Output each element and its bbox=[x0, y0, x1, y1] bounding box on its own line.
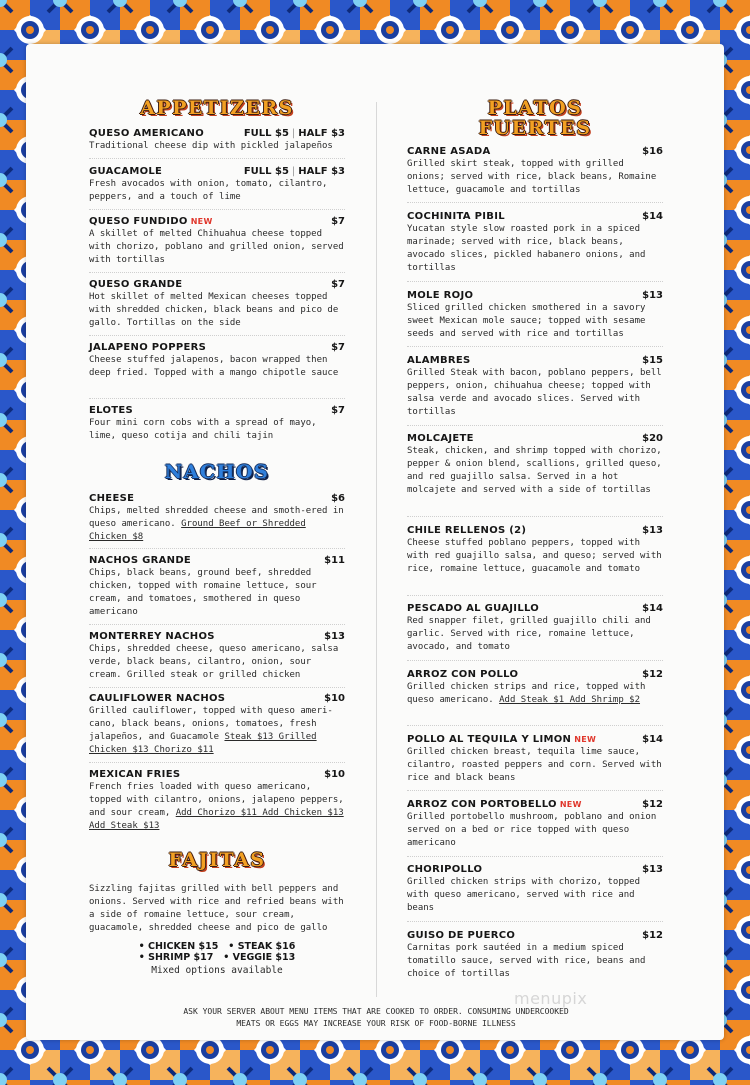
addon-text: Steak $13 Grilled Chicken $13 Chorizo $11 bbox=[89, 732, 317, 755]
menu-item bbox=[89, 216, 345, 267]
item-price: $13 bbox=[324, 631, 345, 642]
item-name: MONTERREY NACHOS bbox=[89, 631, 215, 642]
fajitas-description: Sizzling fajitas grilled with bell peppers and onions. Served with rice and refried beans with a side of romaine lettuce, sour cream, guacamole, shredded cheese and pico de gallo bbox=[89, 884, 344, 933]
fajitas-options bbox=[89, 941, 345, 977]
dotted-separator bbox=[89, 762, 345, 763]
fajitas-heading bbox=[89, 850, 345, 870]
item-description: Grilled Steak with bacon, poblano peppers, bell peppers, onion, chihuahua cheese; topped with salsa verde and avocado slices. Served with tortillas bbox=[407, 368, 662, 417]
item-description: Sliced grilled chicken smothered in a savory sweet Mexican mole sauce; topped with sesame seeds and served with rice and tortillas bbox=[407, 303, 646, 339]
item-price: $20 bbox=[642, 433, 663, 444]
menu-item bbox=[89, 342, 345, 380]
full-price: FULL $5 bbox=[243, 128, 289, 139]
menu-item bbox=[407, 864, 663, 915]
item-price: $14 bbox=[642, 211, 663, 222]
item-name: MEXICAN FRIES bbox=[89, 769, 181, 780]
column-divider bbox=[376, 102, 377, 997]
item-description: Carnitas pork sautéed in a medium spiced tomatillo sauce, served with rice, beans and choice of tortillas bbox=[407, 943, 646, 979]
item-description: Red snapper filet, grilled guajillo chili and garlic. Served with rice, romaine lettuce, avocado, and tomato bbox=[407, 616, 651, 652]
dotted-separator bbox=[89, 548, 345, 549]
item-name: QUESO GRANDE bbox=[89, 279, 183, 290]
item-name bbox=[89, 216, 213, 227]
appetizers-heading bbox=[89, 98, 345, 118]
item-price: $6 bbox=[331, 493, 345, 504]
item-description: Grilled skirt steak, topped with grilled onions; served with rice, black beans, Romaine lettuce, guacamole and tortillas bbox=[407, 159, 657, 195]
menu-item bbox=[407, 290, 663, 341]
item-price: $15 bbox=[642, 355, 663, 366]
menu-item bbox=[89, 405, 345, 443]
item-name: JALAPENO POPPERS bbox=[89, 342, 207, 353]
nachos-heading bbox=[89, 462, 345, 482]
item-price: $14 bbox=[642, 603, 663, 614]
menu-item bbox=[407, 930, 663, 981]
item-name: MOLCAJETE bbox=[407, 433, 474, 444]
dotted-separator bbox=[89, 687, 345, 688]
platos-title-line-1: PLATOS bbox=[487, 97, 583, 119]
platos-title-line-2: FUERTES bbox=[478, 117, 592, 139]
item-name-text: QUESO FUNDIDO bbox=[89, 216, 188, 227]
addon-text: Ground Beef or Shredded Chicken $8 bbox=[89, 519, 306, 542]
item-price: $10 bbox=[324, 769, 345, 780]
menu-item bbox=[89, 631, 345, 682]
item-description: Steak, chicken, and shrimp topped with chorizo, pepper & onion blend, scallions, grilled queso, and red guajillo salsa. Served in a hot molcajete and served with a side of tortillas bbox=[407, 446, 662, 495]
dotted-separator bbox=[407, 725, 663, 726]
item-description: Traditional cheese dip with pickled jalapeños bbox=[89, 141, 333, 151]
description-text: Grilled cauliflower, topped with queso ameri-cano, black beans, onions, tomatoes, fresh jalapeños, and Guacamole bbox=[89, 706, 333, 742]
menu-item bbox=[407, 146, 663, 197]
fajitas-options-line-2: • SHRIMP $17 • VEGGIE $13 bbox=[138, 952, 296, 963]
menupix-watermark: menupix bbox=[514, 989, 588, 1008]
item-name: ALAMBRES bbox=[407, 355, 471, 366]
item-name: CHILE RELLENOS (2) bbox=[407, 525, 527, 536]
item-name: NACHOS GRANDE bbox=[89, 555, 192, 566]
fajitas-block bbox=[89, 882, 345, 977]
item-name: CAULIFLOWER NACHOS bbox=[89, 693, 226, 704]
dotted-separator bbox=[89, 335, 345, 336]
item-price: $13 bbox=[642, 290, 663, 301]
item-description: Yucatan style slow roasted pork in a spiced marinade; served with rice, black beans, avocado slices, pickled habanero onions, and tortillas bbox=[407, 224, 646, 273]
item-name: CHORIPOLLO bbox=[407, 864, 483, 875]
item-price: $7 bbox=[331, 405, 345, 416]
item-price: $12 bbox=[642, 930, 663, 941]
item-price: $7 bbox=[331, 279, 345, 290]
item-name bbox=[407, 734, 596, 745]
menu-item bbox=[407, 603, 663, 654]
item-description: Hot skillet of melted Mexican cheeses topped with shredded chicken, black beans and pico de gallo. Tortillas on the side bbox=[89, 292, 339, 328]
new-badge: NEW bbox=[190, 217, 213, 226]
dotted-separator bbox=[89, 158, 345, 159]
item-description: Grilled portobello mushroom, poblano and onion served on a bed or rice topped with queso americano bbox=[407, 812, 657, 848]
item-name: ARROZ CON POLLO bbox=[407, 669, 519, 680]
half-price: HALF $3 bbox=[298, 128, 345, 139]
fajitas-mixed-note: Mixed options available bbox=[151, 965, 283, 976]
description-text: Grilled chicken strips and rice, topped with queso americano. bbox=[407, 682, 646, 705]
dotted-separator bbox=[407, 425, 663, 426]
addon-text: Add Steak $1 Add Shrimp $2 bbox=[499, 695, 641, 705]
nachos-title: NACHOS bbox=[164, 461, 270, 483]
item-name: PESCADO AL GUAJILLO bbox=[407, 603, 540, 614]
item-price: $13 bbox=[642, 525, 663, 536]
platos-fuertes-heading bbox=[407, 98, 663, 138]
item-price: $14 bbox=[642, 734, 663, 745]
item-description bbox=[407, 681, 663, 707]
price-separator: | bbox=[291, 128, 296, 139]
item-name: ELOTES bbox=[89, 405, 134, 416]
menu-item bbox=[407, 433, 663, 497]
menu-item bbox=[407, 799, 663, 850]
price-separator: | bbox=[291, 166, 296, 177]
menu-item bbox=[407, 525, 663, 576]
item-price: $11 bbox=[324, 555, 345, 566]
item-description: Grilled chicken breast, tequila lime sauce, cilantro, roasted peppers and corn. Served with rice and black beans bbox=[407, 747, 662, 783]
dotted-separator bbox=[89, 272, 345, 273]
disclaimer-line-2: MEATS OR EGGS MAY INCREASE YOUR RISK OF FOOD-BORNE ILLNESS bbox=[236, 1019, 516, 1028]
menu-item bbox=[407, 734, 663, 785]
new-badge: NEW bbox=[574, 735, 597, 744]
item-name bbox=[407, 799, 582, 810]
item-description bbox=[89, 505, 345, 544]
menu-item bbox=[89, 555, 345, 619]
item-description: Cheese stuffed poblano peppers, topped with with red guajillo salsa, and queso; served with rice, romaine lettuce, guacamole and tomato bbox=[407, 538, 662, 574]
item-name-text: ARROZ CON PORTOBELLO bbox=[407, 799, 557, 810]
item-price: $13 bbox=[642, 864, 663, 875]
dotted-separator bbox=[89, 624, 345, 625]
disclaimer-line-1: ASK YOUR SERVER ABOUT MENU ITEMS THAT ARE COOKED TO ORDER. CONSUMING UNDERCOOKED bbox=[183, 1007, 569, 1016]
menu-item bbox=[407, 669, 663, 707]
item-price: $7 bbox=[331, 216, 345, 227]
full-price: FULL $5 bbox=[243, 166, 289, 177]
dotted-separator bbox=[407, 346, 663, 347]
dotted-separator bbox=[407, 921, 663, 922]
addon-text: Add Chorizo $11 Add Chicken $13 Add Steak $13 bbox=[89, 808, 344, 831]
item-description: Cheese stuffed jalapenos, bacon wrapped then deep fried. Topped with a mango chipotle sauce bbox=[89, 355, 339, 378]
item-price bbox=[244, 128, 345, 139]
item-name: CARNE ASADA bbox=[407, 146, 491, 157]
fajitas-options-line-1: • CHICKEN $15 • STEAK $16 bbox=[138, 941, 296, 952]
item-description: A skillet of melted Chihuahua cheese topped with chorizo, poblano and grilled onion, served with tortillas bbox=[89, 229, 344, 265]
item-description: Grilled chicken strips with chorizo, topped with queso americano, served with rice and beans bbox=[407, 877, 640, 913]
menu-item bbox=[407, 211, 663, 275]
dotted-separator bbox=[407, 281, 663, 282]
half-price: HALF $3 bbox=[298, 166, 345, 177]
dotted-separator bbox=[407, 790, 663, 791]
menu-item bbox=[89, 279, 345, 330]
menu-item bbox=[89, 769, 345, 833]
item-name: CHEESE bbox=[89, 493, 135, 504]
menu-item bbox=[89, 693, 345, 757]
dotted-separator bbox=[89, 398, 345, 399]
item-description: Fresh avocados with onion, tomato, cilantro, peppers, and a touch of lime bbox=[89, 179, 328, 202]
item-description: Four mini corn cobs with a spread of mayo, lime, queso cotija and chili tajin bbox=[89, 418, 317, 441]
menu-item bbox=[89, 166, 345, 204]
item-name-text: POLLO AL TEQUILA Y LIMON bbox=[407, 734, 572, 745]
item-name: MOLE ROJO bbox=[407, 290, 474, 301]
menu-item bbox=[407, 355, 663, 419]
menu-item bbox=[89, 128, 345, 153]
dotted-separator bbox=[407, 595, 663, 596]
item-price: $10 bbox=[324, 693, 345, 704]
appetizers-title: APPETIZERS bbox=[140, 97, 294, 119]
item-name: GUACAMOLE bbox=[89, 166, 163, 177]
new-badge: NEW bbox=[559, 800, 582, 809]
menu-item bbox=[89, 493, 345, 544]
fajitas-title: FAJITAS bbox=[168, 849, 266, 871]
food-safety-disclaimer bbox=[146, 1006, 606, 1030]
item-price bbox=[244, 166, 345, 177]
description-text: Chips, melted shredded cheese and smoth-ered in queso americano. bbox=[89, 506, 344, 529]
item-description bbox=[89, 781, 345, 833]
menu-page bbox=[26, 44, 724, 1040]
item-name: QUESO AMERICANO bbox=[89, 128, 205, 139]
item-price: $12 bbox=[642, 669, 663, 680]
description-text: French fries loaded with queso americano, topped with cilantro, onions, jalapeno peppers, and sour cream, bbox=[89, 782, 344, 818]
item-description: Chips, shredded cheese, queso americano, salsa verde, black beans, cilantro, onion, sour cream. Grilled steak or grilled chicken bbox=[89, 644, 339, 680]
dotted-separator bbox=[407, 516, 663, 517]
dotted-separator bbox=[89, 209, 345, 210]
item-name: GUISO DE PUERCO bbox=[407, 930, 516, 941]
item-description: Chips, black beans, ground beef, shredded chicken, topped with romaine lettuce, sour cream, and tomatoes, smothered in queso americano bbox=[89, 568, 317, 617]
item-description bbox=[89, 705, 345, 757]
dotted-separator bbox=[407, 856, 663, 857]
item-price: $16 bbox=[642, 146, 663, 157]
dotted-separator bbox=[407, 660, 663, 661]
item-price: $7 bbox=[331, 342, 345, 353]
item-price: $12 bbox=[642, 799, 663, 810]
dotted-separator bbox=[407, 202, 663, 203]
item-name: COCHINITA PIBIL bbox=[407, 211, 505, 222]
